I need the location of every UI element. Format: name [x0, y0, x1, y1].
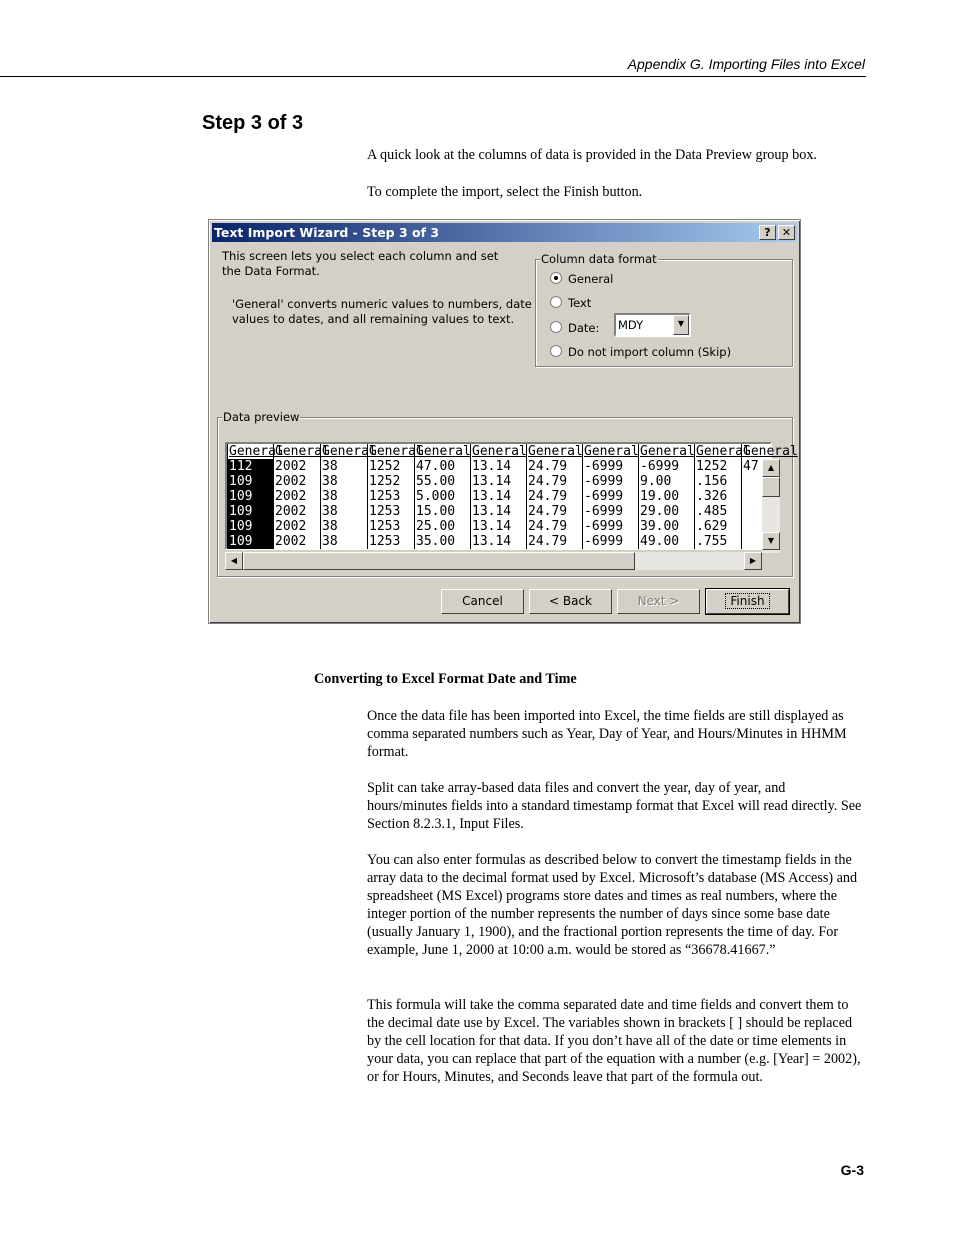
intro-paragraph-1: A quick look at the columns of data is provided in the Data Preview group box. — [367, 147, 817, 163]
radio-general-label: General — [568, 272, 614, 286]
preview-cell: .629 — [694, 519, 741, 534]
preview-column-header[interactable]: General — [229, 444, 284, 459]
preview-cell: 39.00 — [638, 519, 694, 534]
preview-cell: 1252 — [694, 459, 741, 474]
radio-text-label: Text — [568, 296, 592, 310]
preview-cell: 1252 — [367, 459, 414, 474]
preview-cell: 19.00 — [638, 489, 694, 504]
preview-column-header[interactable]: General — [322, 444, 377, 459]
preview-cell: 49.00 — [638, 534, 694, 549]
preview-cell: 24.79 — [526, 519, 582, 534]
preview-cell: 13.14 — [470, 534, 526, 549]
finish-button[interactable] — [706, 589, 789, 614]
preview-column-header[interactable]: General — [472, 444, 527, 459]
preview-cell: 38 — [320, 489, 367, 504]
preview-cell: .326 — [694, 489, 741, 504]
column-format-legend: Column data format — [541, 252, 657, 266]
preview-vertical-scrollbar[interactable] — [762, 459, 780, 553]
preview-cell: 15.00 — [414, 504, 470, 519]
close-icon[interactable]: ✕ — [778, 225, 795, 240]
date-format-value: MDY — [618, 318, 644, 332]
preview-column-header[interactable]: General — [640, 444, 695, 459]
horizontal-scroll-thumb[interactable] — [243, 552, 635, 570]
preview-cell: 2002 — [273, 474, 320, 489]
preview-cell: 38 — [320, 534, 367, 549]
preview-cell: -6999 — [582, 459, 638, 474]
back-button[interactable]: < Back — [529, 589, 612, 614]
dialog-title: Text Import Wizard - Step 3 of 3 — [214, 225, 440, 240]
preview-column-header[interactable]: General — [584, 444, 639, 459]
body-paragraph-3: You can also enter formulas as described below to convert the timestamp fields in the array data to the decimal format used by Excel. Microsoft’s database (MS Access) and spreadsheet (MS Excel) programs store dates and times as real numbers, where the integer portion of the number represents the number of days since some base date (usually January 1, 1900), and the fractional portion represents the time of day. For example, June 1, 2000 at 10:00 a.m. would be stored as “36678.41667.” — [367, 852, 858, 958]
radio-general[interactable] — [550, 272, 562, 284]
dialog-titlebar — [212, 223, 797, 242]
preview-cell: 29.00 — [638, 504, 694, 519]
preview-cell: 47.00 — [414, 459, 470, 474]
preview-cell: 35.00 — [414, 534, 470, 549]
preview-column-header[interactable]: General — [416, 444, 471, 459]
preview-cell: 2002 — [273, 459, 320, 474]
preview-cell: 13.14 — [470, 504, 526, 519]
preview-column-header[interactable]: General — [369, 444, 424, 459]
preview-cell: 13.14 — [470, 519, 526, 534]
radio-skip-label: Do not import column (Skip) — [568, 345, 732, 359]
intro-paragraph-2: To complete the import, select the Finish button. — [367, 184, 643, 200]
chevron-down-icon[interactable]: ▼ — [673, 315, 689, 335]
scroll-right-icon[interactable]: ▶ — [744, 552, 762, 570]
preview-cell: -6999 — [582, 474, 638, 489]
cancel-button[interactable]: Cancel — [441, 589, 524, 614]
preview-cell: 109 — [227, 519, 273, 534]
preview-cell: 2002 — [273, 519, 320, 534]
body-paragraph-1: Once the data file has been imported into Excel, the time fields are still displayed as comma separated numbers such as Year, Day of Year, and Hours/Minutes in HHMM format. — [367, 708, 847, 760]
body-paragraph-4: This formula will take the comma separated date and time fields and convert them to the decimal date use by Excel. The variables shown in brackets [ ] should be replaced by the cell location for that data. If you don’t have all of the date or time elements in your data, you can replace that part of the equation with a number (e.g. [Year] = 2002), or for Hours, Minutes, and Seconds leave that part of the formula out. — [367, 997, 861, 1085]
preview-cell: 38 — [320, 519, 367, 534]
section-heading: Converting to Excel Format Date and Time — [314, 671, 577, 687]
preview-cell: 109 — [227, 534, 273, 549]
preview-cell: 25.00 — [414, 519, 470, 534]
data-preview-legend: Data preview — [223, 410, 300, 424]
preview-cell: 38 — [320, 504, 367, 519]
preview-cell: 1253 — [367, 519, 414, 534]
preview-column-header[interactable]: General — [275, 444, 330, 459]
preview-cell: 5.000 — [414, 489, 470, 504]
radio-date-label: Date: — [568, 321, 600, 335]
header-rule — [0, 76, 866, 77]
page-number: G-3 — [840, 1162, 864, 1178]
preview-cell: 1253 — [367, 504, 414, 519]
scroll-down-icon[interactable]: ▼ — [762, 532, 780, 550]
preview-cell: -6999 — [638, 459, 694, 474]
preview-cell: 1253 — [367, 534, 414, 549]
preview-cell: .156 — [694, 474, 741, 489]
preview-column-header[interactable]: General — [743, 444, 798, 459]
preview-cell: .755 — [694, 534, 741, 549]
preview-cell: 9.00 — [638, 474, 694, 489]
preview-cell: 38 — [320, 474, 367, 489]
preview-cell: 112 — [227, 459, 273, 474]
data-preview-grid[interactable] — [225, 442, 798, 550]
preview-cell: 109 — [227, 474, 273, 489]
preview-cell: -6999 — [582, 519, 638, 534]
preview-cell: 109 — [227, 504, 273, 519]
radio-skip[interactable] — [550, 345, 562, 357]
preview-cell: .485 — [694, 504, 741, 519]
step-title: Step 3 of 3 — [202, 112, 304, 134]
preview-cell: 13.14 — [470, 474, 526, 489]
preview-cell: 1253 — [367, 489, 414, 504]
help-icon[interactable]: ? — [759, 225, 776, 240]
preview-cell: 24.79 — [526, 534, 582, 549]
preview-cell: 109 — [227, 489, 273, 504]
scroll-up-icon[interactable]: ▲ — [762, 459, 780, 477]
running-header: Appendix G. Importing Files into Excel — [627, 56, 865, 72]
preview-cell: 24.79 — [526, 459, 582, 474]
radio-text[interactable] — [550, 296, 562, 308]
preview-column-header[interactable]: General — [696, 444, 751, 459]
text-import-wizard-dialog — [208, 219, 801, 624]
preview-cell: 2002 — [273, 534, 320, 549]
vertical-scroll-thumb[interactable] — [762, 477, 780, 497]
preview-cell: 24.79 — [526, 489, 582, 504]
body-paragraph-2: Split can take array-based data files and convert the year, day of year, and hours/minutes fields into a standard timestamp format that Excel will read directly. See Section 8.2.3.1, Input Files. — [367, 780, 862, 832]
date-format-select[interactable] — [614, 313, 691, 337]
scroll-left-icon[interactable]: ◀ — [225, 552, 243, 570]
preview-cell: 2002 — [273, 504, 320, 519]
preview-cell: 24.79 — [526, 504, 582, 519]
preview-cell: 55.00 — [414, 474, 470, 489]
dialog-description-2: 'General' converts numeric values to numbers, date values to dates, and all remaining values to text. — [232, 297, 532, 326]
finish-button-label: Finish — [725, 593, 769, 609]
preview-cell: -6999 — [582, 489, 638, 504]
preview-cell: 24.79 — [526, 474, 582, 489]
preview-cell: 13.14 — [470, 489, 526, 504]
preview-cell: 1252 — [367, 474, 414, 489]
next-button[interactable]: Next > — [617, 589, 700, 614]
preview-cell: -6999 — [582, 534, 638, 549]
preview-column-header[interactable]: General — [528, 444, 583, 459]
preview-cell: 47 — [741, 459, 771, 474]
radio-date[interactable] — [550, 321, 562, 333]
preview-cell: -6999 — [582, 504, 638, 519]
column-format-group — [535, 252, 793, 367]
preview-cell: 2002 — [273, 489, 320, 504]
preview-cell: 13.14 — [470, 459, 526, 474]
dialog-description-1: This screen lets you select each column and set the Data Format. — [222, 249, 499, 278]
preview-cell: 38 — [320, 459, 367, 474]
preview-horizontal-scrollbar[interactable] — [225, 552, 762, 570]
